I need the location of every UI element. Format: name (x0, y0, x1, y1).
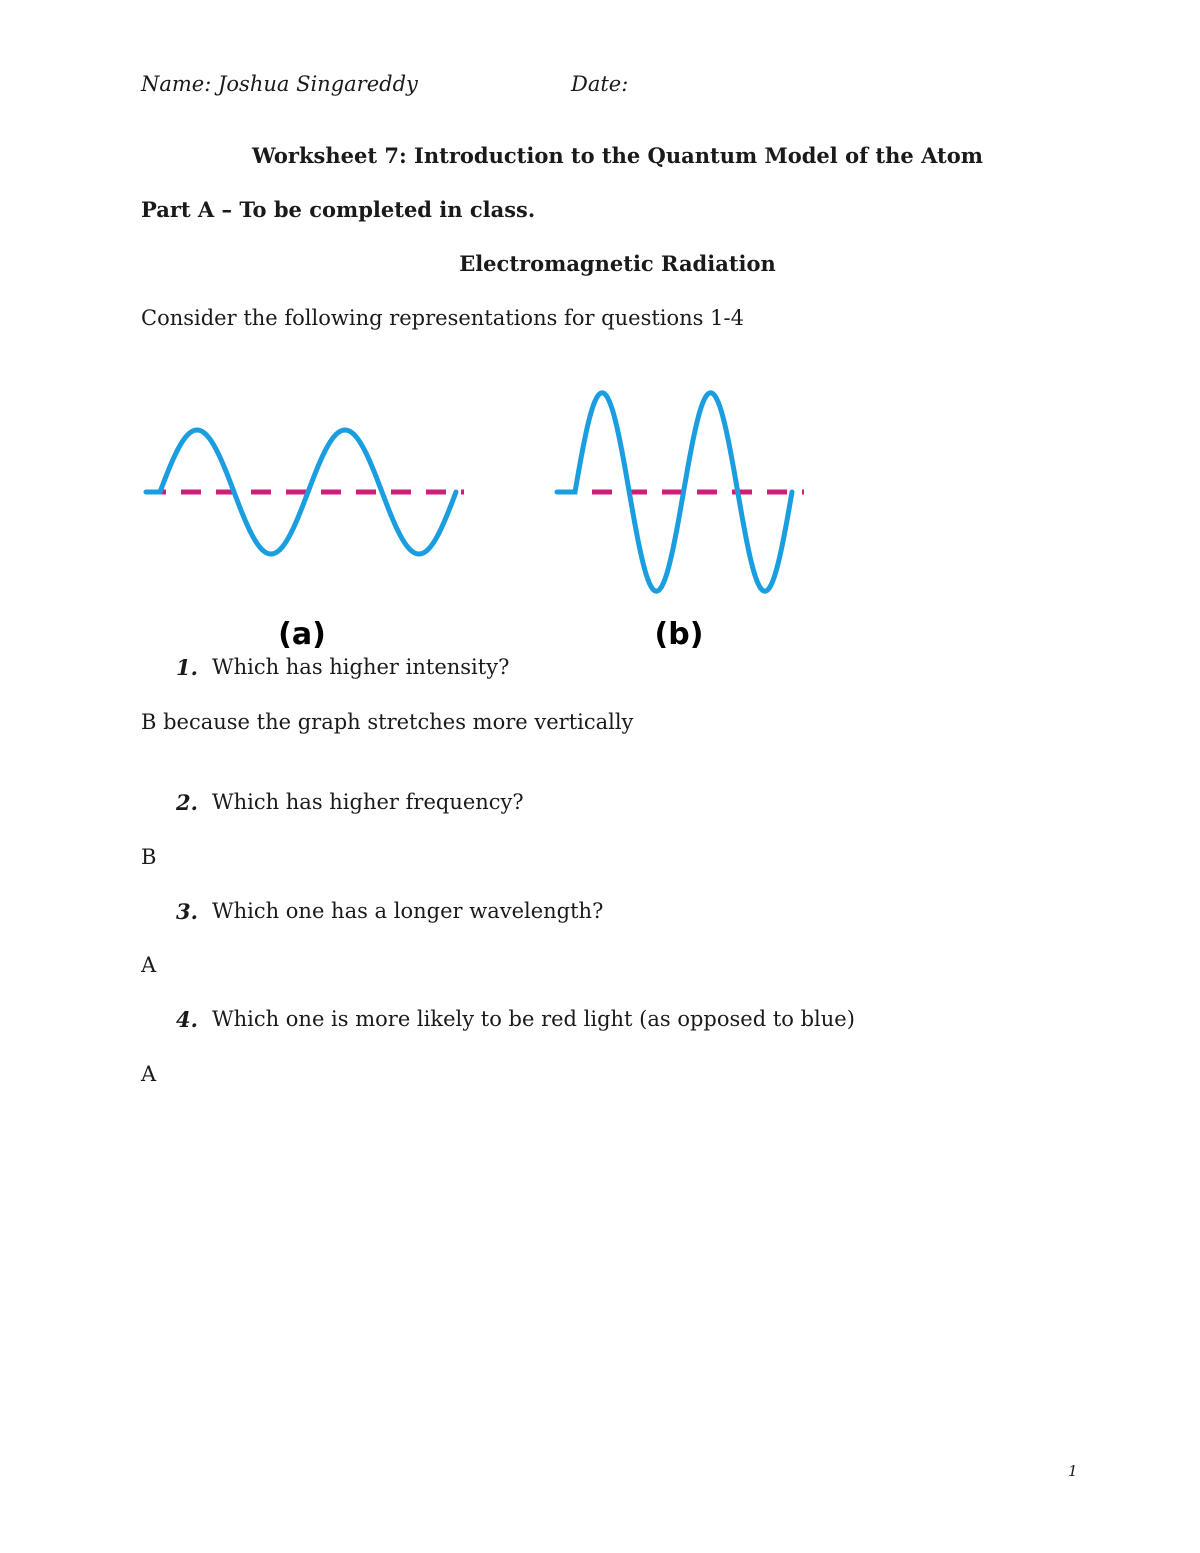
worksheet-title: Worksheet 7: Introduction to the Quantum Model of the Atom (252, 143, 983, 168)
question-2-text: Which has higher frequency? (212, 790, 524, 814)
answer-4: A (141, 1062, 157, 1086)
intro-text: Consider the following representations for questions 1-4 (141, 306, 744, 330)
question-3-text: Which one has a longer wavelength? (212, 899, 604, 923)
answer-1: B because the graph stretches more vertically (141, 710, 634, 734)
question-4-text: Which one is more likely to be red light (as opposed to blue) (212, 1007, 855, 1031)
figure-b-label: (b) (654, 617, 704, 652)
date-label: Date: (571, 72, 629, 96)
section-heading: Electromagnetic Radiation (459, 251, 776, 276)
question-1 (0, 655, 1200, 685)
page-number: 1 (1068, 1462, 1078, 1480)
wave-figure (0, 0, 1200, 680)
question-4-number: 4. (176, 1007, 198, 1032)
answer-2: B (141, 845, 157, 869)
question-1-number: 1. (176, 655, 198, 680)
answer-3: A (141, 953, 157, 977)
question-1-text: Which has higher intensity? (212, 655, 510, 679)
question-3 (0, 899, 1200, 929)
question-2 (0, 790, 1200, 820)
figure-a-label: (a) (278, 617, 326, 652)
part-heading: Part A – To be completed in class. (141, 197, 536, 222)
question-2-number: 2. (176, 790, 198, 815)
question-4 (0, 1007, 1200, 1037)
student-name: Name: Joshua Singareddy (141, 72, 418, 96)
question-3-number: 3. (176, 899, 198, 924)
